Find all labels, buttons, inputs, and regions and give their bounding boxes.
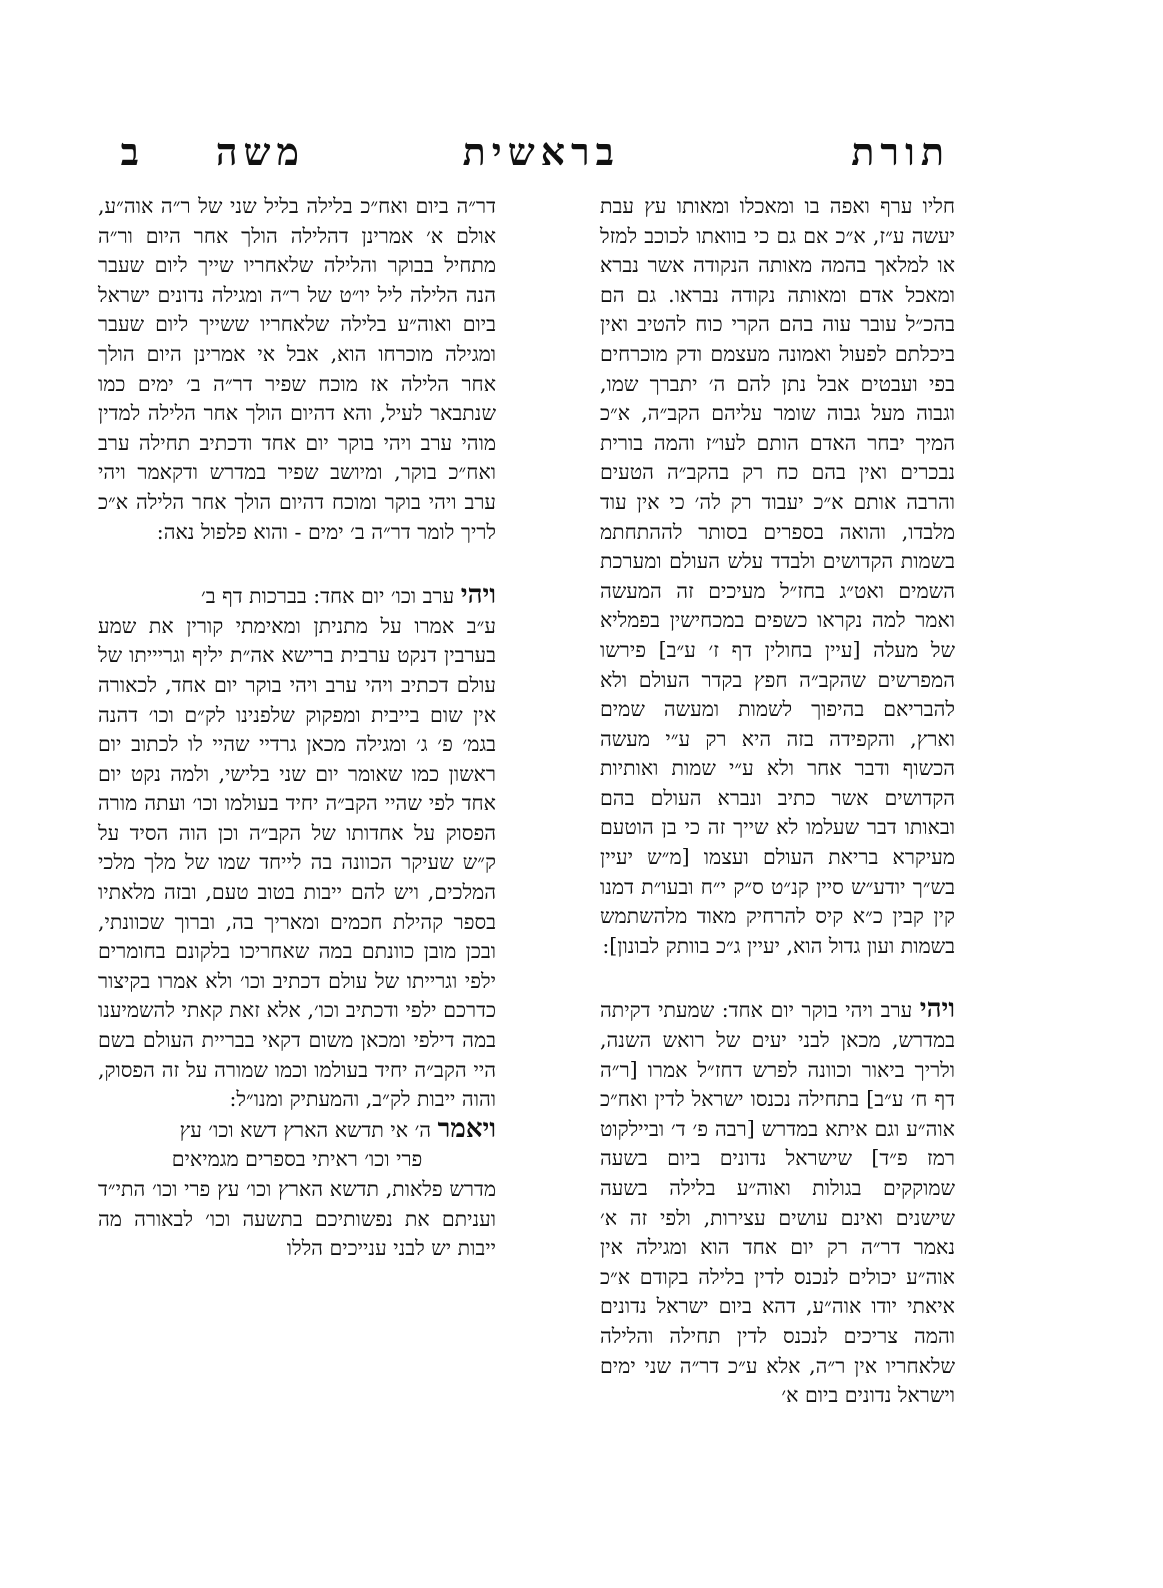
- page-number: ב: [120, 129, 145, 174]
- left-paragraph-2-lead-word: ויהי: [460, 580, 496, 611]
- left-paragraph-2-heading: [98, 581, 496, 612]
- header-title-moshe: משה: [215, 129, 305, 174]
- header-title-torat: תורת: [851, 129, 950, 174]
- right-paragraph-2-text: ערב ויהי בוקר יום אחד: שמעתי דקיתה במדרש, מכאן לבני יעים של רואש השנה, ולריך ביאור וכוונה לפרש דחז״ל אמרו [ר״ה דף ח׳ ע״ב] בתחילה נכנסו ישראל לדין ואח״כ אוה״ע וגם איתא במדרש [רבה פ׳ ד׳ וביילקוט רמז פ״ד] שישראל נדונים ביום בשעה שמוקקים בגולות ואוה״ע בלילה בשעה שישנים ואינם עושים עצירות, ולפי זה א׳ נאמר דר״ה רק יום אחד הוא ומגילה אין אוה״ע יכולים לנכנס לדין בלילה בקודם א״כ איאתי יודו אוה״ע, דהא ביום ישראל נדונים והמה צריכים לנכנס לדין תחילה והלילה שלאחריו אין ר״ה, אלא ע״כ דר״ה שני ימים וישראל נדונים ביום א׳: [600, 998, 955, 1408]
- page-header: [90, 128, 950, 176]
- left-paragraph-1: דר״ה ביום ואח״כ בלילה בליל שני של ר״ה אוה״ע, אולם א׳ אמרינן דהלילה הולך אחר היום ור״ה מתחיל בבוקר והלילה שלאחריו שייך ליום שעבר הנה הלילה ליל יו״ט של ר״ה ומגילה נדונים ישראל ביום ואוה״ע בלילה שלאחריו ששייך ליום שעבר ומגילה מוכרחו הוא, אבל אי אמרינן היום הולך אחר הלילה אז מוכח שפיר דר״ה ב׳ ימים כמו שנתבאר לעיל, והא דהיום הולך אחר הלילה למדין מוהי ערב ויהי בוקר יום אחד ודכתיב תחילה ערב ואח״כ בוקר, ומיושב שפיר במדרש ודקאמר ויהי ערב ויהי בוקר ומוכח דהיום הולך אחר הלילה א״כ לריך לומר דר״ה ב׳ ימים - והוא פלפול נאה:: [98, 194, 496, 544]
- left-paragraph-2: ע״ב אמרו על מתניתן ומאימתי קורין את שמע בערבין דנקט ערבית ברישא אה״ת יליף וגריייתו של עולם דכתיב ויהי ערב ויהי בוקר יום אחד, לכאורה אין שום בייבית ומפקוק שלפנינו לק״ם וכו׳ דהנה בגמ׳ פ׳ ג׳ ומגילה מכאן גרדיי שהיי לו לכתוב יום ראשון כמו שאומר יום שני בלישי, ולמה נקט יום אחד לפי שהיי הקב״ה יחיד בעולמו וכו׳ ועתה מורה הפסוק על אחדותו של הקב״ה וכן הוה הסיד על ק״ש שעיקר הכוונה בה לייחד שמו של מלך מלכי המלכים, ויש להם ייבות בטוב טעם, ובזה מלאתיו בספר קהילת חכמים ומאריך בה, וברוך שכוונתי, ובכן מובן כוונתם במה שאחריכו בלקונם בחומרים ילפי וגרייתו של עולם דכתיב וכו׳ ולא אמרו בקיצור כדרכם ילפי ודכתיב וכו׳, אלא זאת קאתי להשמיענו במה דילפי ומכאן משום דקאי בבריית העולם בשם היי הקב״ה יחיד בעולמו וכמו שמורה על זה הפסוק, והוה ייבות לק״ב, והמעתיק ומנו״ל:: [98, 613, 496, 1112]
- left-paragraph-3: מדרש פלאות, תדשא הארץ וכו׳ עץ פרי וכו׳ התי״ד ועניתם את נפשותיכם בתשעה וכו׳ לבאורה מה ייבות יש לבני ענייכים הללו: [98, 1177, 496, 1261]
- right-column: [600, 192, 955, 1411]
- left-paragraph-3-heading: [98, 1115, 496, 1146]
- right-paragraph-2-lead-word: ויהי: [919, 994, 955, 1025]
- left-paragraph-3-subheading: פרי וכו׳ ראיתי בספרים מגמיאים: [171, 1147, 423, 1172]
- left-column: [98, 192, 496, 1264]
- left-paragraph-3-lead-word: ויאמר: [437, 1113, 496, 1144]
- left-paragraph-3-heading-text: ה׳ אי תדשא הארץ דשא וכו׳ עץ: [179, 1117, 432, 1142]
- right-paragraph-1: חליו ערף ואפה בו ומאכלו ומאותו עץ עבת יעשה ע״ז, א״כ אם גם כי בוואתו לכוכב למזל או למלאך בהמה מאותה הנקודה אשר נברא ומאכל אדם ומאותה נקודה נבראו. גם הם בהכ״ל עובר עוה בהם הקרי כוח להטיב ואין ביכלתם לפעול ואמונה מעצמם ודק מוכרחים בפי ועבטים אבל נתן להם ה׳ יתברך שמו, וגבוה מעל גבוה שומר עליהם הקב״ה, א״כ המיך יבחר האדם הותם לעו״ז והמה בורית נבכרים ואין בהם כח רק בהקב״ה הטעים והרבה אותם א״כ יעבוד רק לה׳ כי אין עוד מלבדו, והואה בספרים בסותר לההתחתמ בשמות הקדושים ולבדד עלש העולם ומערכת השמים ואט״ג בחז״ל מעיכים זה המעשה ואמר למה נקראו כשפים במכחישין בפמליא של מעלה [עיין בחולין דף ז׳ ע״ב] פירשו המפרשים שהקב״ה חפץ בקדר העולם ולא להבריאם בהיפוך לשמות ומעשה שמים וארץ, והקפידה בזה היא רק ע״י מעשה הכשוף ודבר אחר ולא ע״י שמות ואותיות הקדושים אשר כתיב ונברא העולם בהם ובאותו דבר שעלמו לא שייך זה כי בן הוטעם מעיקרא בריאת העולם ועצמו [מ״ש יעיין בש״ך יודע״ש סיין קנ״ט ס״ק י״ח ובעו״ת דמנו קין קבין כ״א קיס להרחיק מאוד מלהשתמש בשמות ועון גדול הוא, יעיין ג״כ בוותק לבונון]:: [600, 194, 955, 958]
- right-paragraph-2: [600, 995, 955, 1410]
- header-title-bereshit: בראשית: [462, 129, 620, 174]
- left-paragraph-2-heading-text: ערב וכו׳ יום אחד: בברכות דף ב׳: [201, 584, 455, 609]
- paragraph-gap: [98, 547, 496, 581]
- paragraph-gap: [600, 961, 955, 995]
